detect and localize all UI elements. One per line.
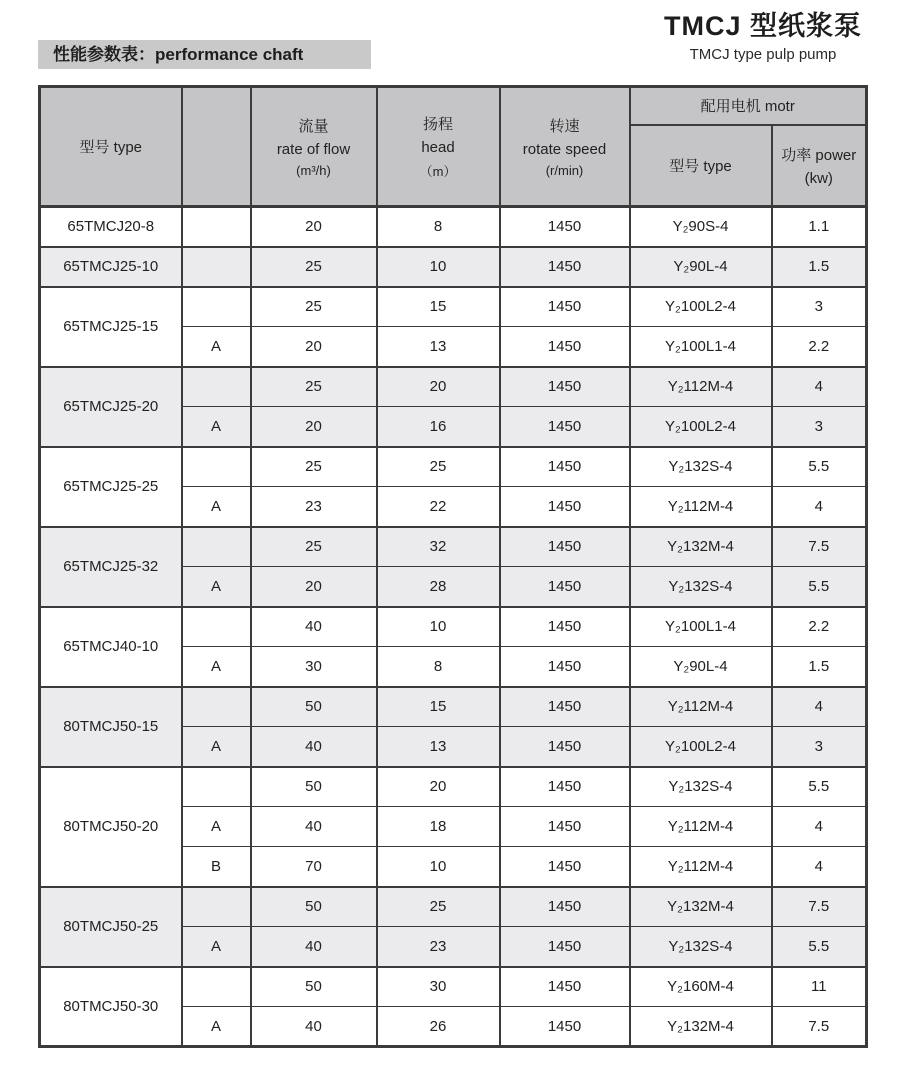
cell-speed: 1450	[500, 927, 630, 967]
table-row	[40, 247, 867, 287]
cell-variant	[182, 767, 251, 807]
cell-motor: Y₂90L-4	[630, 647, 772, 687]
cell-speed: 1450	[500, 847, 630, 887]
cell-head: 13	[377, 327, 500, 367]
cell-flow: 50	[251, 887, 377, 927]
cell-power: 4	[772, 367, 867, 407]
cell-speed: 1450	[500, 407, 630, 447]
cell-variant: A	[182, 487, 251, 527]
cell-head: 28	[377, 567, 500, 607]
cell-head: 25	[377, 447, 500, 487]
cell-variant: A	[182, 807, 251, 847]
document-title-cn: TMCJ 型纸浆泵	[664, 11, 862, 41]
cell-speed: 1450	[500, 767, 630, 807]
cell-speed: 1450	[500, 1007, 630, 1047]
cell-head: 25	[377, 887, 500, 927]
cell-flow: 40	[251, 607, 377, 647]
cell-flow: 40	[251, 807, 377, 847]
cell-motor: Y₂100L2-4	[630, 287, 772, 327]
cell-variant: A	[182, 927, 251, 967]
cell-flow: 25	[251, 247, 377, 287]
pump-model-cell: 80TMCJ50-25	[40, 887, 182, 967]
cell-motor: Y₂160M-4	[630, 967, 772, 1007]
table-row	[40, 967, 867, 1007]
cell-speed: 1450	[500, 887, 630, 927]
cell-speed: 1450	[500, 567, 630, 607]
cell-power: 4	[772, 687, 867, 727]
cell-head: 20	[377, 367, 500, 407]
cell-variant	[182, 367, 251, 407]
cell-head: 8	[377, 647, 500, 687]
document-title-en: TMCJ type pulp pump	[689, 46, 837, 63]
cell-head: 30	[377, 967, 500, 1007]
cell-speed: 1450	[500, 287, 630, 327]
cell-motor: Y₂100L1-4	[630, 327, 772, 367]
col-header-flow-unit: (m³/h)	[296, 163, 331, 178]
cell-motor: Y₂90L-4	[630, 247, 772, 287]
pump-model-cell: 80TMCJ50-20	[40, 767, 182, 887]
pump-model-cell: 65TMCJ25-32	[40, 527, 182, 607]
cell-power: 3	[772, 287, 867, 327]
cell-speed: 1450	[500, 447, 630, 487]
cell-power: 4	[772, 847, 867, 887]
cell-head: 32	[377, 527, 500, 567]
cell-power: 3	[772, 727, 867, 767]
document-title-block	[664, 4, 862, 63]
cell-power: 7.5	[772, 1007, 867, 1047]
cell-flow: 50	[251, 767, 377, 807]
cell-motor: Y₂132M-4	[630, 527, 772, 567]
cell-flow: 50	[251, 687, 377, 727]
cell-power: 5.5	[772, 927, 867, 967]
col-header-motor-power-label: 功率 power	[781, 146, 857, 164]
cell-variant: A	[182, 407, 251, 447]
model-group	[40, 687, 867, 767]
cell-speed: 1450	[500, 807, 630, 847]
cell-head: 15	[377, 287, 500, 327]
table-row	[40, 527, 867, 567]
cell-power: 7.5	[772, 527, 867, 567]
cell-motor: Y₂132S-4	[630, 447, 772, 487]
cell-variant: B	[182, 847, 251, 887]
cell-power: 1.1	[772, 207, 867, 247]
cell-flow: 25	[251, 447, 377, 487]
col-header-head-en: head	[421, 139, 455, 156]
cell-power: 1.5	[772, 647, 867, 687]
cell-motor: Y₂112M-4	[630, 487, 772, 527]
cell-head: 18	[377, 807, 500, 847]
table-row	[40, 287, 867, 327]
model-group	[40, 447, 867, 527]
cell-head: 10	[377, 847, 500, 887]
table-row	[40, 887, 867, 927]
model-group	[40, 207, 867, 247]
cell-variant	[182, 247, 251, 287]
cell-flow: 30	[251, 647, 377, 687]
cell-motor: Y₂132M-4	[630, 887, 772, 927]
col-header-motor-group: 配用电机 motr	[630, 87, 867, 125]
cell-variant: A	[182, 327, 251, 367]
col-header-speed	[500, 87, 630, 207]
cell-flow: 25	[251, 527, 377, 567]
model-group	[40, 767, 867, 887]
cell-power: 4	[772, 487, 867, 527]
performance-table	[38, 85, 868, 1048]
table-row	[40, 367, 867, 407]
cell-speed: 1450	[500, 527, 630, 567]
pump-model-cell: 80TMCJ50-30	[40, 967, 182, 1047]
pump-model-cell: 65TMCJ25-15	[40, 287, 182, 367]
col-header-flow-en: rate of flow	[276, 141, 351, 158]
model-group	[40, 527, 867, 607]
col-header-head-unit: （m）	[419, 164, 457, 179]
cell-power: 5.5	[772, 767, 867, 807]
cell-speed: 1450	[500, 247, 630, 287]
col-header-speed-en: rotate speed	[522, 141, 607, 158]
cell-motor: Y₂90S-4	[630, 207, 772, 247]
cell-variant	[182, 687, 251, 727]
cell-motor: Y₂132S-4	[630, 767, 772, 807]
cell-speed: 1450	[500, 487, 630, 527]
table-row	[40, 687, 867, 727]
cell-head: 13	[377, 727, 500, 767]
pump-model-cell: 65TMCJ20-8	[40, 207, 182, 247]
col-header-motor-power	[772, 125, 867, 207]
cell-flow: 20	[251, 207, 377, 247]
col-header-head	[377, 87, 500, 207]
cell-flow: 50	[251, 967, 377, 1007]
cell-speed: 1450	[500, 207, 630, 247]
col-header-model	[40, 87, 182, 207]
col-header-variant	[182, 87, 251, 207]
col-header-model-label: 型号 type	[79, 139, 143, 156]
col-header-head-cn: 扬程	[422, 116, 453, 133]
table-row	[40, 447, 867, 487]
model-group	[40, 967, 867, 1047]
col-header-motor-power-unit: (kw)	[804, 169, 833, 187]
cell-power: 5.5	[772, 447, 867, 487]
cell-flow: 23	[251, 487, 377, 527]
model-group	[40, 367, 867, 447]
cell-variant	[182, 447, 251, 487]
cell-head: 22	[377, 487, 500, 527]
cell-motor: Y₂112M-4	[630, 807, 772, 847]
cell-speed: 1450	[500, 727, 630, 767]
performance-table-container	[38, 85, 868, 1048]
cell-variant	[182, 887, 251, 927]
cell-motor: Y₂132S-4	[630, 927, 772, 967]
model-group	[40, 287, 867, 367]
cell-power: 5.5	[772, 567, 867, 607]
cell-flow: 20	[251, 327, 377, 367]
col-header-speed-cn: 转速	[549, 118, 580, 135]
cell-motor: Y₂112M-4	[630, 687, 772, 727]
col-header-flow-cn: 流量	[298, 118, 329, 135]
cell-variant	[182, 607, 251, 647]
cell-head: 26	[377, 1007, 500, 1047]
model-group	[40, 247, 867, 287]
cell-power: 7.5	[772, 887, 867, 927]
cell-variant: A	[182, 567, 251, 607]
cell-variant: A	[182, 647, 251, 687]
cell-power: 2.2	[772, 327, 867, 367]
col-header-speed-unit: (r/min)	[545, 163, 584, 178]
cell-flow: 25	[251, 287, 377, 327]
cell-head: 10	[377, 247, 500, 287]
pump-model-cell: 65TMCJ25-10	[40, 247, 182, 287]
table-header	[40, 87, 867, 207]
cell-variant	[182, 287, 251, 327]
section-label: 性能参数表：performance chaft	[38, 40, 371, 69]
col-header-motor-model: 型号 type	[630, 125, 772, 207]
cell-motor: Y₂100L2-4	[630, 727, 772, 767]
cell-head: 8	[377, 207, 500, 247]
cell-variant	[182, 207, 251, 247]
cell-motor: Y₂132S-4	[630, 567, 772, 607]
cell-speed: 1450	[500, 607, 630, 647]
cell-flow: 70	[251, 847, 377, 887]
table-row	[40, 607, 867, 647]
cell-flow: 40	[251, 927, 377, 967]
cell-flow: 40	[251, 1007, 377, 1047]
cell-variant: A	[182, 727, 251, 767]
cell-motor: Y₂132M-4	[630, 1007, 772, 1047]
cell-power: 4	[772, 807, 867, 847]
cell-motor: Y₂112M-4	[630, 847, 772, 887]
cell-speed: 1450	[500, 687, 630, 727]
cell-head: 16	[377, 407, 500, 447]
cell-flow: 40	[251, 727, 377, 767]
table-row	[40, 767, 867, 807]
cell-variant	[182, 527, 251, 567]
pump-model-cell: 65TMCJ25-20	[40, 367, 182, 447]
cell-variant	[182, 967, 251, 1007]
pump-model-cell: 65TMCJ25-25	[40, 447, 182, 527]
cell-variant: A	[182, 1007, 251, 1047]
cell-speed: 1450	[500, 647, 630, 687]
cell-speed: 1450	[500, 327, 630, 367]
cell-power: 2.2	[772, 607, 867, 647]
cell-power: 1.5	[772, 247, 867, 287]
col-header-flow	[251, 87, 377, 207]
cell-motor: Y₂112M-4	[630, 367, 772, 407]
cell-speed: 1450	[500, 367, 630, 407]
pump-model-cell: 65TMCJ40-10	[40, 607, 182, 687]
cell-power: 11	[772, 967, 867, 1007]
cell-head: 20	[377, 767, 500, 807]
cell-flow: 25	[251, 367, 377, 407]
cell-speed: 1450	[500, 967, 630, 1007]
cell-head: 15	[377, 687, 500, 727]
table-row	[40, 207, 867, 247]
cell-power: 3	[772, 407, 867, 447]
cell-head: 23	[377, 927, 500, 967]
cell-motor: Y₂100L1-4	[630, 607, 772, 647]
model-group	[40, 887, 867, 967]
pump-model-cell: 80TMCJ50-15	[40, 687, 182, 767]
model-group	[40, 607, 867, 687]
cell-motor: Y₂100L2-4	[630, 407, 772, 447]
cell-flow: 20	[251, 407, 377, 447]
cell-head: 10	[377, 607, 500, 647]
cell-flow: 20	[251, 567, 377, 607]
